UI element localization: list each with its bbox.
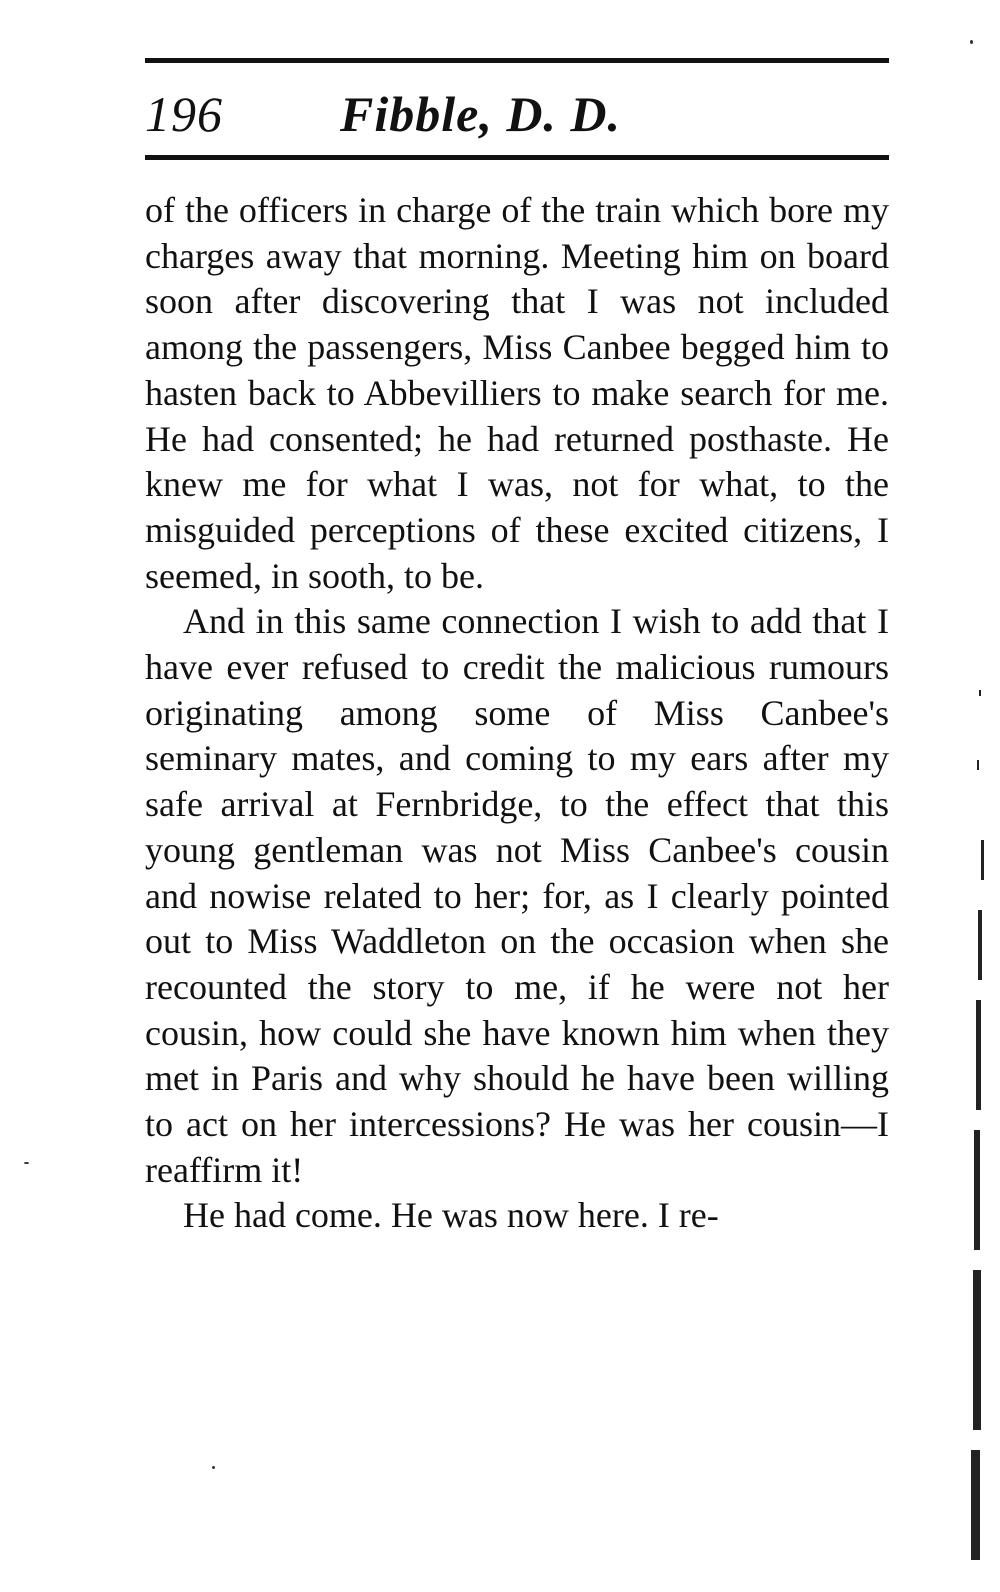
edge-mark [979,690,981,696]
scan-edge-noise [965,650,987,1590]
edge-mark [977,760,979,770]
paragraph: of the officers in charge of the train which bore my charges away that morning. Meeting him on board soon after discovering that I was not included among the passengers, Miss Canbee begged him to hasten back to Abbevilliers to make search for me. He had consented; he had returned posthaste. He knew me for what I was, not for what, to the misguided perceptions of these excited citizens, I seemed, in sooth, to be. [145,190,889,596]
header-rule-top [145,58,889,63]
running-title: Fibble, D. D. [340,86,622,142]
edge-mark [973,1270,981,1430]
body-text [145,188,889,1239]
scan-speck [24,1162,29,1164]
scan-speck [212,1466,215,1469]
running-head [145,83,889,145]
book-page [145,58,889,1239]
scan-speck [970,40,973,44]
page-number: 196 [145,86,223,142]
edge-mark [974,1130,980,1250]
edge-mark [978,910,982,980]
paragraph: And in this same connection I wish to add that I have ever refused to credit the malicious rumours originating among some of Miss Canbee's seminary mates, and coming to my ears after my safe arrival at Fernbridge, to the effect that this young gentleman was not Miss Canbee's cousin and nowise related to her; for, as I clearly pointed out to Miss Waddleton on the occasion when she recounted the story to me, if he were not her cousin, how could she have known him when they met in Paris and why should he have been willing to act on her intercessions? He was her cousin—I reaffirm it! [145,601,889,1190]
edge-mark [976,1000,981,1110]
header-rule-bottom [145,155,889,160]
paragraph: He had come. He was now here. I re- [183,1195,719,1236]
edge-mark [981,840,984,880]
edge-mark [971,1450,980,1560]
